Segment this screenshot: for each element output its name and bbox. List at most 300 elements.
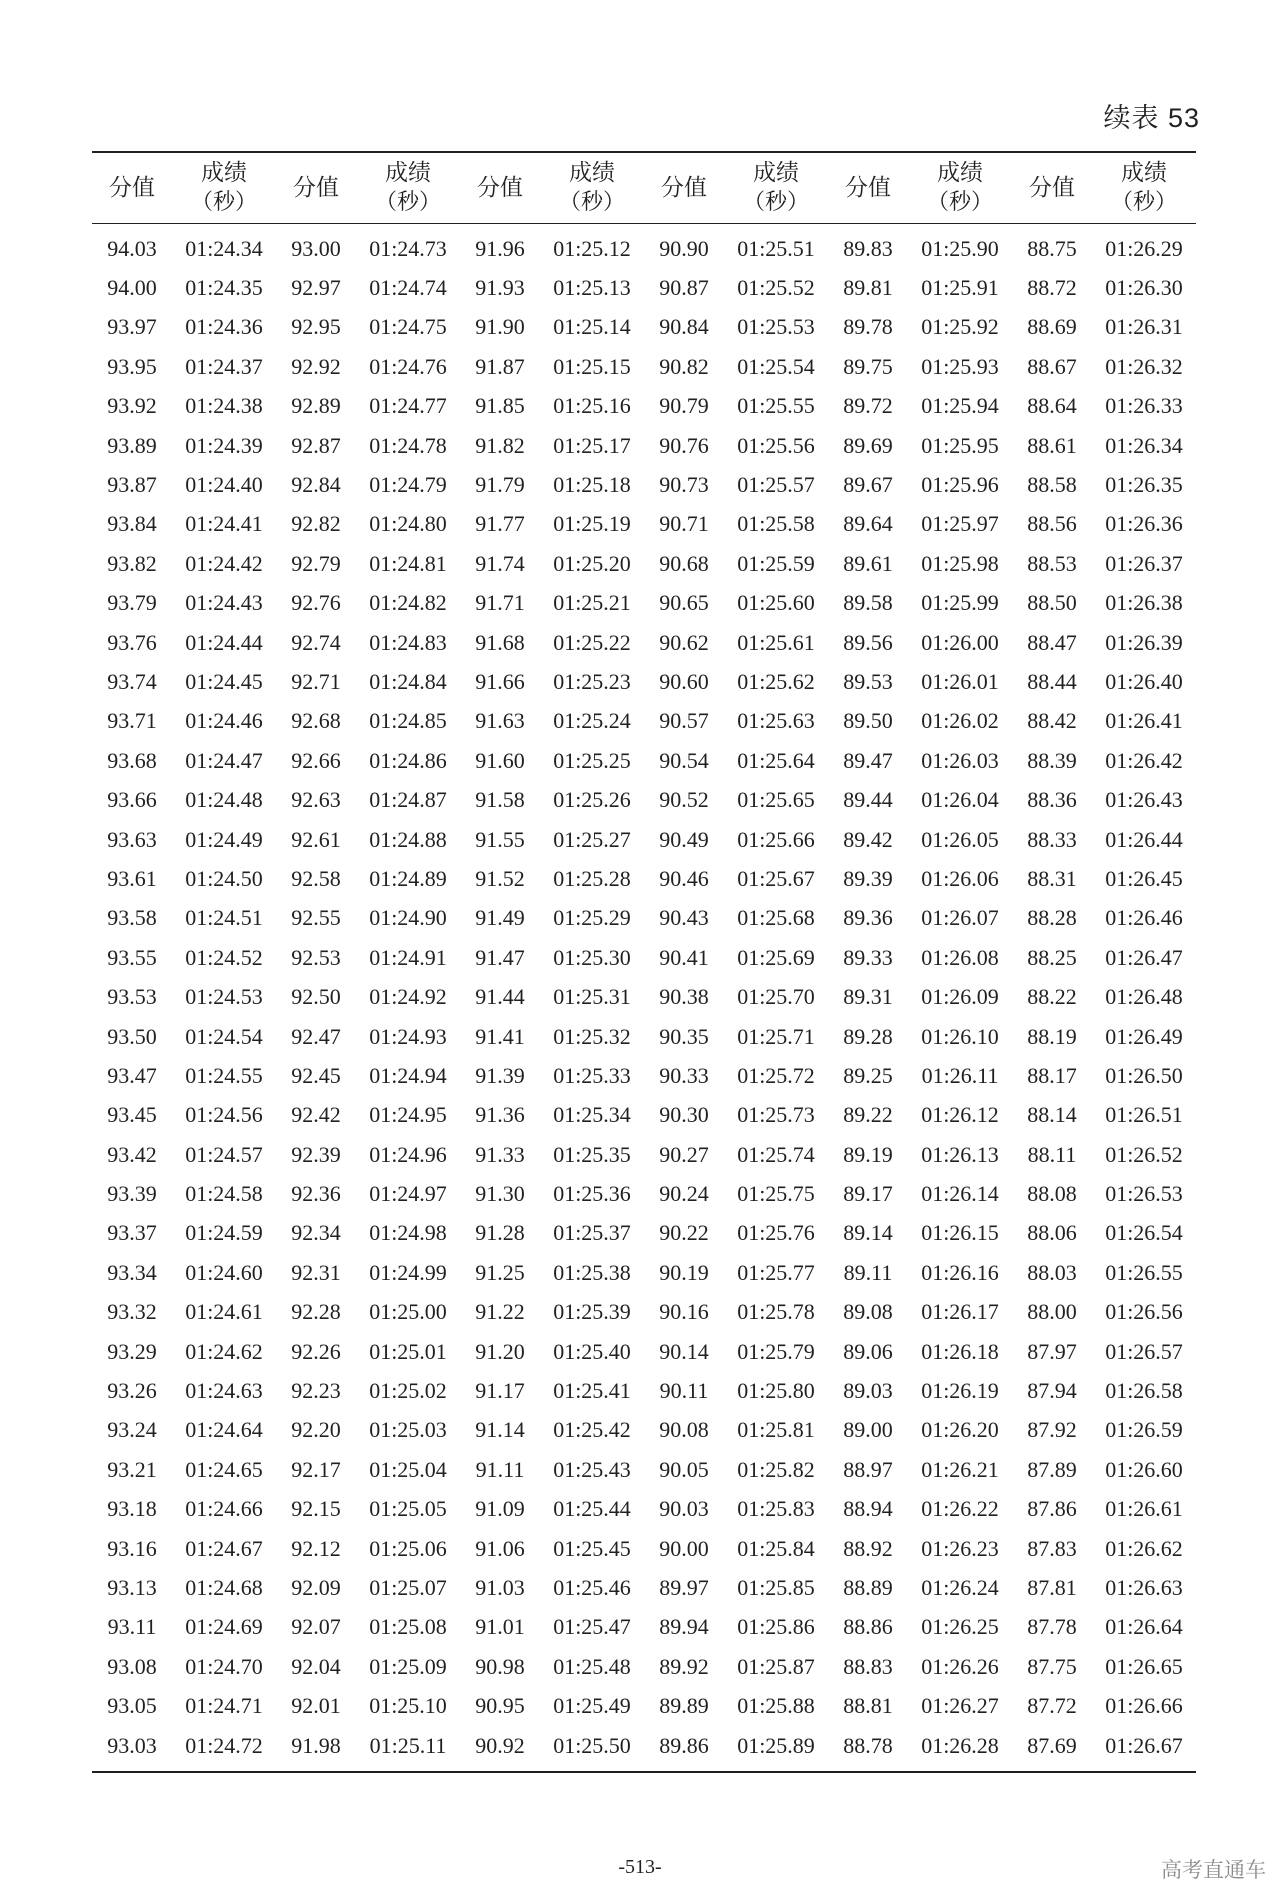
time-cell: 01:24.96 xyxy=(369,1141,447,1167)
header-time-label: 成绩 xyxy=(201,160,247,186)
time-cell: 01:25.05 xyxy=(369,1496,447,1522)
score-cell: 93.05 xyxy=(107,1693,157,1719)
score-cell: 90.00 xyxy=(659,1535,709,1561)
score-cell: 91.96 xyxy=(475,235,525,261)
time-cell: 01:24.91 xyxy=(369,944,447,970)
score-cell: 89.14 xyxy=(843,1220,893,1246)
table-row xyxy=(92,544,1196,583)
table-row xyxy=(92,1371,1196,1410)
score-cell: 88.42 xyxy=(1027,708,1077,734)
table-row xyxy=(92,1096,1196,1135)
score-cell: 91.74 xyxy=(475,550,525,576)
score-cell: 92.26 xyxy=(291,1338,341,1364)
score-cell: 88.31 xyxy=(1027,865,1077,891)
score-cell: 88.72 xyxy=(1027,275,1077,301)
header-time xyxy=(540,152,644,224)
table-row xyxy=(92,1450,1196,1489)
score-cell: 92.39 xyxy=(291,1141,341,1167)
time-cell: 01:25.91 xyxy=(921,275,999,301)
header-time-unit: （秒） xyxy=(926,190,993,215)
score-cell: 91.60 xyxy=(475,747,525,773)
time-cell: 01:25.62 xyxy=(737,668,815,694)
score-cell: 93.63 xyxy=(107,826,157,852)
score-cell: 91.87 xyxy=(475,353,525,379)
time-cell: 01:24.63 xyxy=(185,1378,263,1404)
time-cell: 01:24.55 xyxy=(185,1062,263,1088)
score-cell: 90.79 xyxy=(659,393,709,419)
score-cell: 93.11 xyxy=(107,1614,157,1640)
table-row xyxy=(92,780,1196,819)
time-cell: 01:25.98 xyxy=(921,550,999,576)
score-cell: 89.00 xyxy=(843,1417,893,1443)
score-cell: 87.94 xyxy=(1027,1378,1077,1404)
score-cell: 89.11 xyxy=(843,1259,893,1285)
time-cell: 01:26.35 xyxy=(1105,472,1183,498)
score-cell: 90.16 xyxy=(659,1299,709,1325)
time-cell: 01:24.62 xyxy=(185,1338,263,1364)
time-cell: 01:26.47 xyxy=(1105,944,1183,970)
score-cell: 93.87 xyxy=(107,472,157,498)
score-cell: 91.79 xyxy=(475,472,525,498)
score-cell: 89.75 xyxy=(843,353,893,379)
score-cell: 88.86 xyxy=(843,1614,893,1640)
time-cell: 01:25.88 xyxy=(737,1693,815,1719)
score-cell: 89.28 xyxy=(843,1023,893,1049)
score-cell: 93.61 xyxy=(107,865,157,891)
score-cell: 89.89 xyxy=(659,1693,709,1719)
score-cell: 91.22 xyxy=(475,1299,525,1325)
score-cell: 92.07 xyxy=(291,1614,341,1640)
time-cell: 01:25.42 xyxy=(553,1417,631,1443)
score-cell: 93.37 xyxy=(107,1220,157,1246)
time-cell: 01:25.00 xyxy=(369,1299,447,1325)
time-cell: 01:25.46 xyxy=(553,1574,631,1600)
time-cell: 01:25.45 xyxy=(553,1535,631,1561)
score-cell: 88.75 xyxy=(1027,235,1077,261)
header-time-label: 成绩 xyxy=(753,160,799,186)
score-cell: 91.85 xyxy=(475,393,525,419)
score-cell: 87.86 xyxy=(1027,1496,1077,1522)
score-cell: 89.17 xyxy=(843,1181,893,1207)
time-cell: 01:25.83 xyxy=(737,1496,815,1522)
time-cell: 01:26.04 xyxy=(921,787,999,813)
score-cell: 88.67 xyxy=(1027,353,1077,379)
table-row xyxy=(92,1017,1196,1056)
score-cell: 93.42 xyxy=(107,1141,157,1167)
score-cell: 88.97 xyxy=(843,1456,893,1482)
time-cell: 01:26.26 xyxy=(921,1653,999,1679)
score-cell: 87.89 xyxy=(1027,1456,1077,1482)
score-cell: 88.03 xyxy=(1027,1259,1077,1285)
time-cell: 01:25.93 xyxy=(921,353,999,379)
score-cell: 93.16 xyxy=(107,1535,157,1561)
score-cell: 91.33 xyxy=(475,1141,525,1167)
score-cell: 91.77 xyxy=(475,511,525,537)
score-cell: 89.06 xyxy=(843,1338,893,1364)
time-cell: 01:25.60 xyxy=(737,590,815,616)
time-cell: 01:24.76 xyxy=(369,353,447,379)
time-cell: 01:24.69 xyxy=(185,1614,263,1640)
header-time-unit: （秒） xyxy=(742,190,809,215)
time-cell: 01:24.53 xyxy=(185,984,263,1010)
time-cell: 01:25.61 xyxy=(737,629,815,655)
score-cell: 93.21 xyxy=(107,1456,157,1482)
time-cell: 01:25.13 xyxy=(553,275,631,301)
time-cell: 01:24.44 xyxy=(185,629,263,655)
time-cell: 01:25.68 xyxy=(737,905,815,931)
time-cell: 01:26.39 xyxy=(1105,629,1183,655)
time-cell: 01:25.17 xyxy=(553,432,631,458)
score-cell: 91.66 xyxy=(475,668,525,694)
score-cell: 92.61 xyxy=(291,826,341,852)
score-cell: 88.22 xyxy=(1027,984,1077,1010)
time-cell: 01:25.22 xyxy=(553,629,631,655)
time-cell: 01:24.47 xyxy=(185,747,263,773)
score-cell: 88.92 xyxy=(843,1535,893,1561)
score-cell: 89.31 xyxy=(843,984,893,1010)
time-cell: 01:24.86 xyxy=(369,747,447,773)
score-cell: 90.62 xyxy=(659,629,709,655)
table-row xyxy=(92,308,1196,347)
time-cell: 01:25.24 xyxy=(553,708,631,734)
score-cell: 93.32 xyxy=(107,1299,157,1325)
time-cell: 01:24.83 xyxy=(369,629,447,655)
time-cell: 01:26.08 xyxy=(921,944,999,970)
score-cell: 93.47 xyxy=(107,1062,157,1088)
score-cell: 90.90 xyxy=(659,235,709,261)
time-cell: 01:26.38 xyxy=(1105,590,1183,616)
time-cell: 01:25.39 xyxy=(553,1299,631,1325)
score-cell: 87.92 xyxy=(1027,1417,1077,1443)
score-cell: 90.60 xyxy=(659,668,709,694)
score-cell: 88.39 xyxy=(1027,747,1077,773)
time-cell: 01:25.51 xyxy=(737,235,815,261)
time-cell: 01:25.63 xyxy=(737,708,815,734)
time-cell: 01:25.52 xyxy=(737,275,815,301)
score-cell: 93.68 xyxy=(107,747,157,773)
time-cell: 01:24.60 xyxy=(185,1259,263,1285)
score-cell: 88.83 xyxy=(843,1653,893,1679)
score-cell: 89.47 xyxy=(843,747,893,773)
score-cell: 93.34 xyxy=(107,1259,157,1285)
time-cell: 01:25.94 xyxy=(921,393,999,419)
table-header-row xyxy=(92,152,1196,224)
time-cell: 01:25.79 xyxy=(737,1338,815,1364)
score-cell: 93.00 xyxy=(291,235,341,261)
time-cell: 01:25.04 xyxy=(369,1456,447,1482)
table-row xyxy=(92,820,1196,859)
time-cell: 01:26.66 xyxy=(1105,1693,1183,1719)
score-cell: 91.41 xyxy=(475,1023,525,1049)
table-row xyxy=(92,623,1196,662)
time-cell: 01:24.89 xyxy=(369,865,447,891)
time-cell: 01:25.07 xyxy=(369,1574,447,1600)
time-cell: 01:26.19 xyxy=(921,1378,999,1404)
score-cell: 90.71 xyxy=(659,511,709,537)
score-cell: 90.08 xyxy=(659,1417,709,1443)
score-cell: 89.42 xyxy=(843,826,893,852)
time-cell: 01:25.14 xyxy=(553,314,631,340)
time-cell: 01:26.59 xyxy=(1105,1417,1183,1443)
time-cell: 01:26.05 xyxy=(921,826,999,852)
time-cell: 01:26.17 xyxy=(921,1299,999,1325)
score-cell: 92.92 xyxy=(291,353,341,379)
time-cell: 01:25.50 xyxy=(553,1732,631,1758)
time-cell: 01:24.54 xyxy=(185,1023,263,1049)
score-cell: 93.24 xyxy=(107,1417,157,1443)
score-cell: 87.78 xyxy=(1027,1614,1077,1640)
time-cell: 01:25.53 xyxy=(737,314,815,340)
score-cell: 92.23 xyxy=(291,1378,341,1404)
score-cell: 88.25 xyxy=(1027,944,1077,970)
time-cell: 01:24.49 xyxy=(185,826,263,852)
score-cell: 91.55 xyxy=(475,826,525,852)
score-cell: 93.13 xyxy=(107,1574,157,1600)
score-cell: 87.75 xyxy=(1027,1653,1077,1679)
score-cell: 93.50 xyxy=(107,1023,157,1049)
score-cell: 91.49 xyxy=(475,905,525,931)
score-cell: 91.52 xyxy=(475,865,525,891)
score-cell: 92.87 xyxy=(291,432,341,458)
time-cell: 01:25.10 xyxy=(369,1693,447,1719)
score-cell: 91.90 xyxy=(475,314,525,340)
score-cell: 89.19 xyxy=(843,1141,893,1167)
time-cell: 01:24.92 xyxy=(369,984,447,1010)
time-cell: 01:25.90 xyxy=(921,235,999,261)
score-cell: 93.89 xyxy=(107,432,157,458)
header-time-label: 成绩 xyxy=(937,160,983,186)
time-cell: 01:25.47 xyxy=(553,1614,631,1640)
score-cell: 93.84 xyxy=(107,511,157,537)
table-row xyxy=(92,1647,1196,1686)
header-time xyxy=(1092,152,1196,224)
score-cell: 90.73 xyxy=(659,472,709,498)
score-cell: 90.68 xyxy=(659,550,709,576)
table-row xyxy=(92,899,1196,938)
table-row xyxy=(92,1135,1196,1174)
header-score: 分值 xyxy=(460,152,540,224)
time-cell: 01:26.56 xyxy=(1105,1299,1183,1325)
score-cell: 90.84 xyxy=(659,314,709,340)
time-cell: 01:24.57 xyxy=(185,1141,263,1167)
score-cell: 90.33 xyxy=(659,1062,709,1088)
score-cell: 93.26 xyxy=(107,1378,157,1404)
time-cell: 01:25.84 xyxy=(737,1535,815,1561)
header-time-unit: （秒） xyxy=(374,190,441,215)
time-cell: 01:24.93 xyxy=(369,1023,447,1049)
table-row xyxy=(92,584,1196,623)
time-cell: 01:26.09 xyxy=(921,984,999,1010)
score-cell: 89.61 xyxy=(843,550,893,576)
time-cell: 01:24.87 xyxy=(369,787,447,813)
score-cell: 89.25 xyxy=(843,1062,893,1088)
score-cell: 90.54 xyxy=(659,747,709,773)
time-cell: 01:24.97 xyxy=(369,1181,447,1207)
time-cell: 01:25.35 xyxy=(553,1141,631,1167)
time-cell: 01:25.86 xyxy=(737,1614,815,1640)
time-cell: 01:24.58 xyxy=(185,1181,263,1207)
time-cell: 01:24.48 xyxy=(185,787,263,813)
score-cell: 88.94 xyxy=(843,1496,893,1522)
score-cell: 89.56 xyxy=(843,629,893,655)
time-cell: 01:26.62 xyxy=(1105,1535,1183,1561)
score-cell: 89.81 xyxy=(843,275,893,301)
time-cell: 01:26.24 xyxy=(921,1574,999,1600)
score-cell: 87.69 xyxy=(1027,1732,1077,1758)
time-cell: 01:26.52 xyxy=(1105,1141,1183,1167)
time-cell: 01:26.25 xyxy=(921,1614,999,1640)
time-cell: 01:25.56 xyxy=(737,432,815,458)
score-cell: 92.47 xyxy=(291,1023,341,1049)
time-cell: 01:25.85 xyxy=(737,1574,815,1600)
time-cell: 01:25.08 xyxy=(369,1614,447,1640)
score-cell: 92.28 xyxy=(291,1299,341,1325)
time-cell: 01:24.78 xyxy=(369,432,447,458)
time-cell: 01:24.81 xyxy=(369,550,447,576)
score-cell: 92.17 xyxy=(291,1456,341,1482)
time-cell: 01:26.67 xyxy=(1105,1732,1183,1758)
table-body xyxy=(92,224,1196,1773)
table-row xyxy=(92,1490,1196,1529)
time-cell: 01:25.34 xyxy=(553,1102,631,1128)
score-cell: 91.20 xyxy=(475,1338,525,1364)
header-time xyxy=(356,152,460,224)
time-cell: 01:24.41 xyxy=(185,511,263,537)
score-cell: 92.01 xyxy=(291,1693,341,1719)
score-cell: 92.95 xyxy=(291,314,341,340)
time-cell: 01:26.07 xyxy=(921,905,999,931)
time-cell: 01:24.73 xyxy=(369,235,447,261)
time-cell: 01:26.13 xyxy=(921,1141,999,1167)
score-cell: 91.82 xyxy=(475,432,525,458)
time-cell: 01:25.92 xyxy=(921,314,999,340)
time-cell: 01:25.74 xyxy=(737,1141,815,1167)
time-cell: 01:25.78 xyxy=(737,1299,815,1325)
score-cell: 90.52 xyxy=(659,787,709,813)
time-cell: 01:26.34 xyxy=(1105,432,1183,458)
score-cell: 88.78 xyxy=(843,1732,893,1758)
header-time-unit: （秒） xyxy=(190,190,257,215)
time-cell: 01:24.42 xyxy=(185,550,263,576)
time-cell: 01:24.85 xyxy=(369,708,447,734)
score-cell: 93.79 xyxy=(107,590,157,616)
score-cell: 88.44 xyxy=(1027,668,1077,694)
time-cell: 01:24.94 xyxy=(369,1062,447,1088)
time-cell: 01:26.61 xyxy=(1105,1496,1183,1522)
header-score: 分值 xyxy=(1012,152,1092,224)
time-cell: 01:24.52 xyxy=(185,944,263,970)
time-cell: 01:25.75 xyxy=(737,1181,815,1207)
time-cell: 01:24.65 xyxy=(185,1456,263,1482)
time-cell: 01:24.75 xyxy=(369,314,447,340)
header-score: 分值 xyxy=(92,152,172,224)
time-cell: 01:26.50 xyxy=(1105,1062,1183,1088)
time-cell: 01:25.40 xyxy=(553,1338,631,1364)
time-cell: 01:25.49 xyxy=(553,1693,631,1719)
score-cell: 90.87 xyxy=(659,275,709,301)
score-cell: 90.95 xyxy=(475,1693,525,1719)
score-cell: 90.82 xyxy=(659,353,709,379)
score-cell: 92.34 xyxy=(291,1220,341,1246)
score-cell: 92.74 xyxy=(291,629,341,655)
score-cell: 88.89 xyxy=(843,1574,893,1600)
score-cell: 88.28 xyxy=(1027,905,1077,931)
score-cell: 92.36 xyxy=(291,1181,341,1207)
score-cell: 90.11 xyxy=(659,1378,709,1404)
time-cell: 01:26.54 xyxy=(1105,1220,1183,1246)
score-cell: 93.82 xyxy=(107,550,157,576)
time-cell: 01:24.40 xyxy=(185,472,263,498)
time-cell: 01:26.40 xyxy=(1105,668,1183,694)
time-cell: 01:25.29 xyxy=(553,905,631,931)
time-cell: 01:26.14 xyxy=(921,1181,999,1207)
score-cell: 88.19 xyxy=(1027,1023,1077,1049)
time-cell: 01:26.27 xyxy=(921,1693,999,1719)
time-cell: 01:25.21 xyxy=(553,590,631,616)
table-row xyxy=(92,1174,1196,1213)
time-cell: 01:26.02 xyxy=(921,708,999,734)
score-cell: 88.11 xyxy=(1027,1141,1077,1167)
time-cell: 01:25.37 xyxy=(553,1220,631,1246)
score-cell: 90.46 xyxy=(659,865,709,891)
time-cell: 01:25.99 xyxy=(921,590,999,616)
score-table xyxy=(92,151,1196,1773)
time-cell: 01:24.74 xyxy=(369,275,447,301)
time-cell: 01:25.09 xyxy=(369,1653,447,1679)
score-cell: 92.79 xyxy=(291,550,341,576)
score-cell: 88.17 xyxy=(1027,1062,1077,1088)
header-score: 分值 xyxy=(828,152,908,224)
page-number: -513- xyxy=(618,1856,662,1878)
score-cell: 90.35 xyxy=(659,1023,709,1049)
score-cell: 92.89 xyxy=(291,393,341,419)
score-cell: 92.53 xyxy=(291,944,341,970)
score-cell: 91.58 xyxy=(475,787,525,813)
score-cell: 90.38 xyxy=(659,984,709,1010)
time-cell: 01:25.69 xyxy=(737,944,815,970)
time-cell: 01:25.12 xyxy=(553,235,631,261)
time-cell: 01:26.33 xyxy=(1105,393,1183,419)
score-cell: 92.55 xyxy=(291,905,341,931)
score-cell: 91.01 xyxy=(475,1614,525,1640)
score-cell: 89.33 xyxy=(843,944,893,970)
score-cell: 91.11 xyxy=(475,1456,525,1482)
time-cell: 01:24.36 xyxy=(185,314,263,340)
time-cell: 01:24.64 xyxy=(185,1417,263,1443)
time-cell: 01:24.70 xyxy=(185,1653,263,1679)
score-cell: 91.98 xyxy=(291,1732,341,1758)
score-cell: 90.05 xyxy=(659,1456,709,1482)
score-cell: 90.30 xyxy=(659,1102,709,1128)
time-cell: 01:26.51 xyxy=(1105,1102,1183,1128)
score-cell: 91.03 xyxy=(475,1574,525,1600)
score-cell: 91.36 xyxy=(475,1102,525,1128)
score-cell: 94.03 xyxy=(107,235,157,261)
time-cell: 01:26.55 xyxy=(1105,1259,1183,1285)
time-cell: 01:24.66 xyxy=(185,1496,263,1522)
time-cell: 01:25.58 xyxy=(737,511,815,537)
table-row xyxy=(92,1056,1196,1095)
score-cell: 88.50 xyxy=(1027,590,1077,616)
time-cell: 01:25.16 xyxy=(553,393,631,419)
time-cell: 01:24.82 xyxy=(369,590,447,616)
time-cell: 01:25.44 xyxy=(553,1496,631,1522)
score-cell: 89.08 xyxy=(843,1299,893,1325)
time-cell: 01:25.71 xyxy=(737,1023,815,1049)
score-cell: 87.81 xyxy=(1027,1574,1077,1600)
time-cell: 01:26.65 xyxy=(1105,1653,1183,1679)
time-cell: 01:25.55 xyxy=(737,393,815,419)
